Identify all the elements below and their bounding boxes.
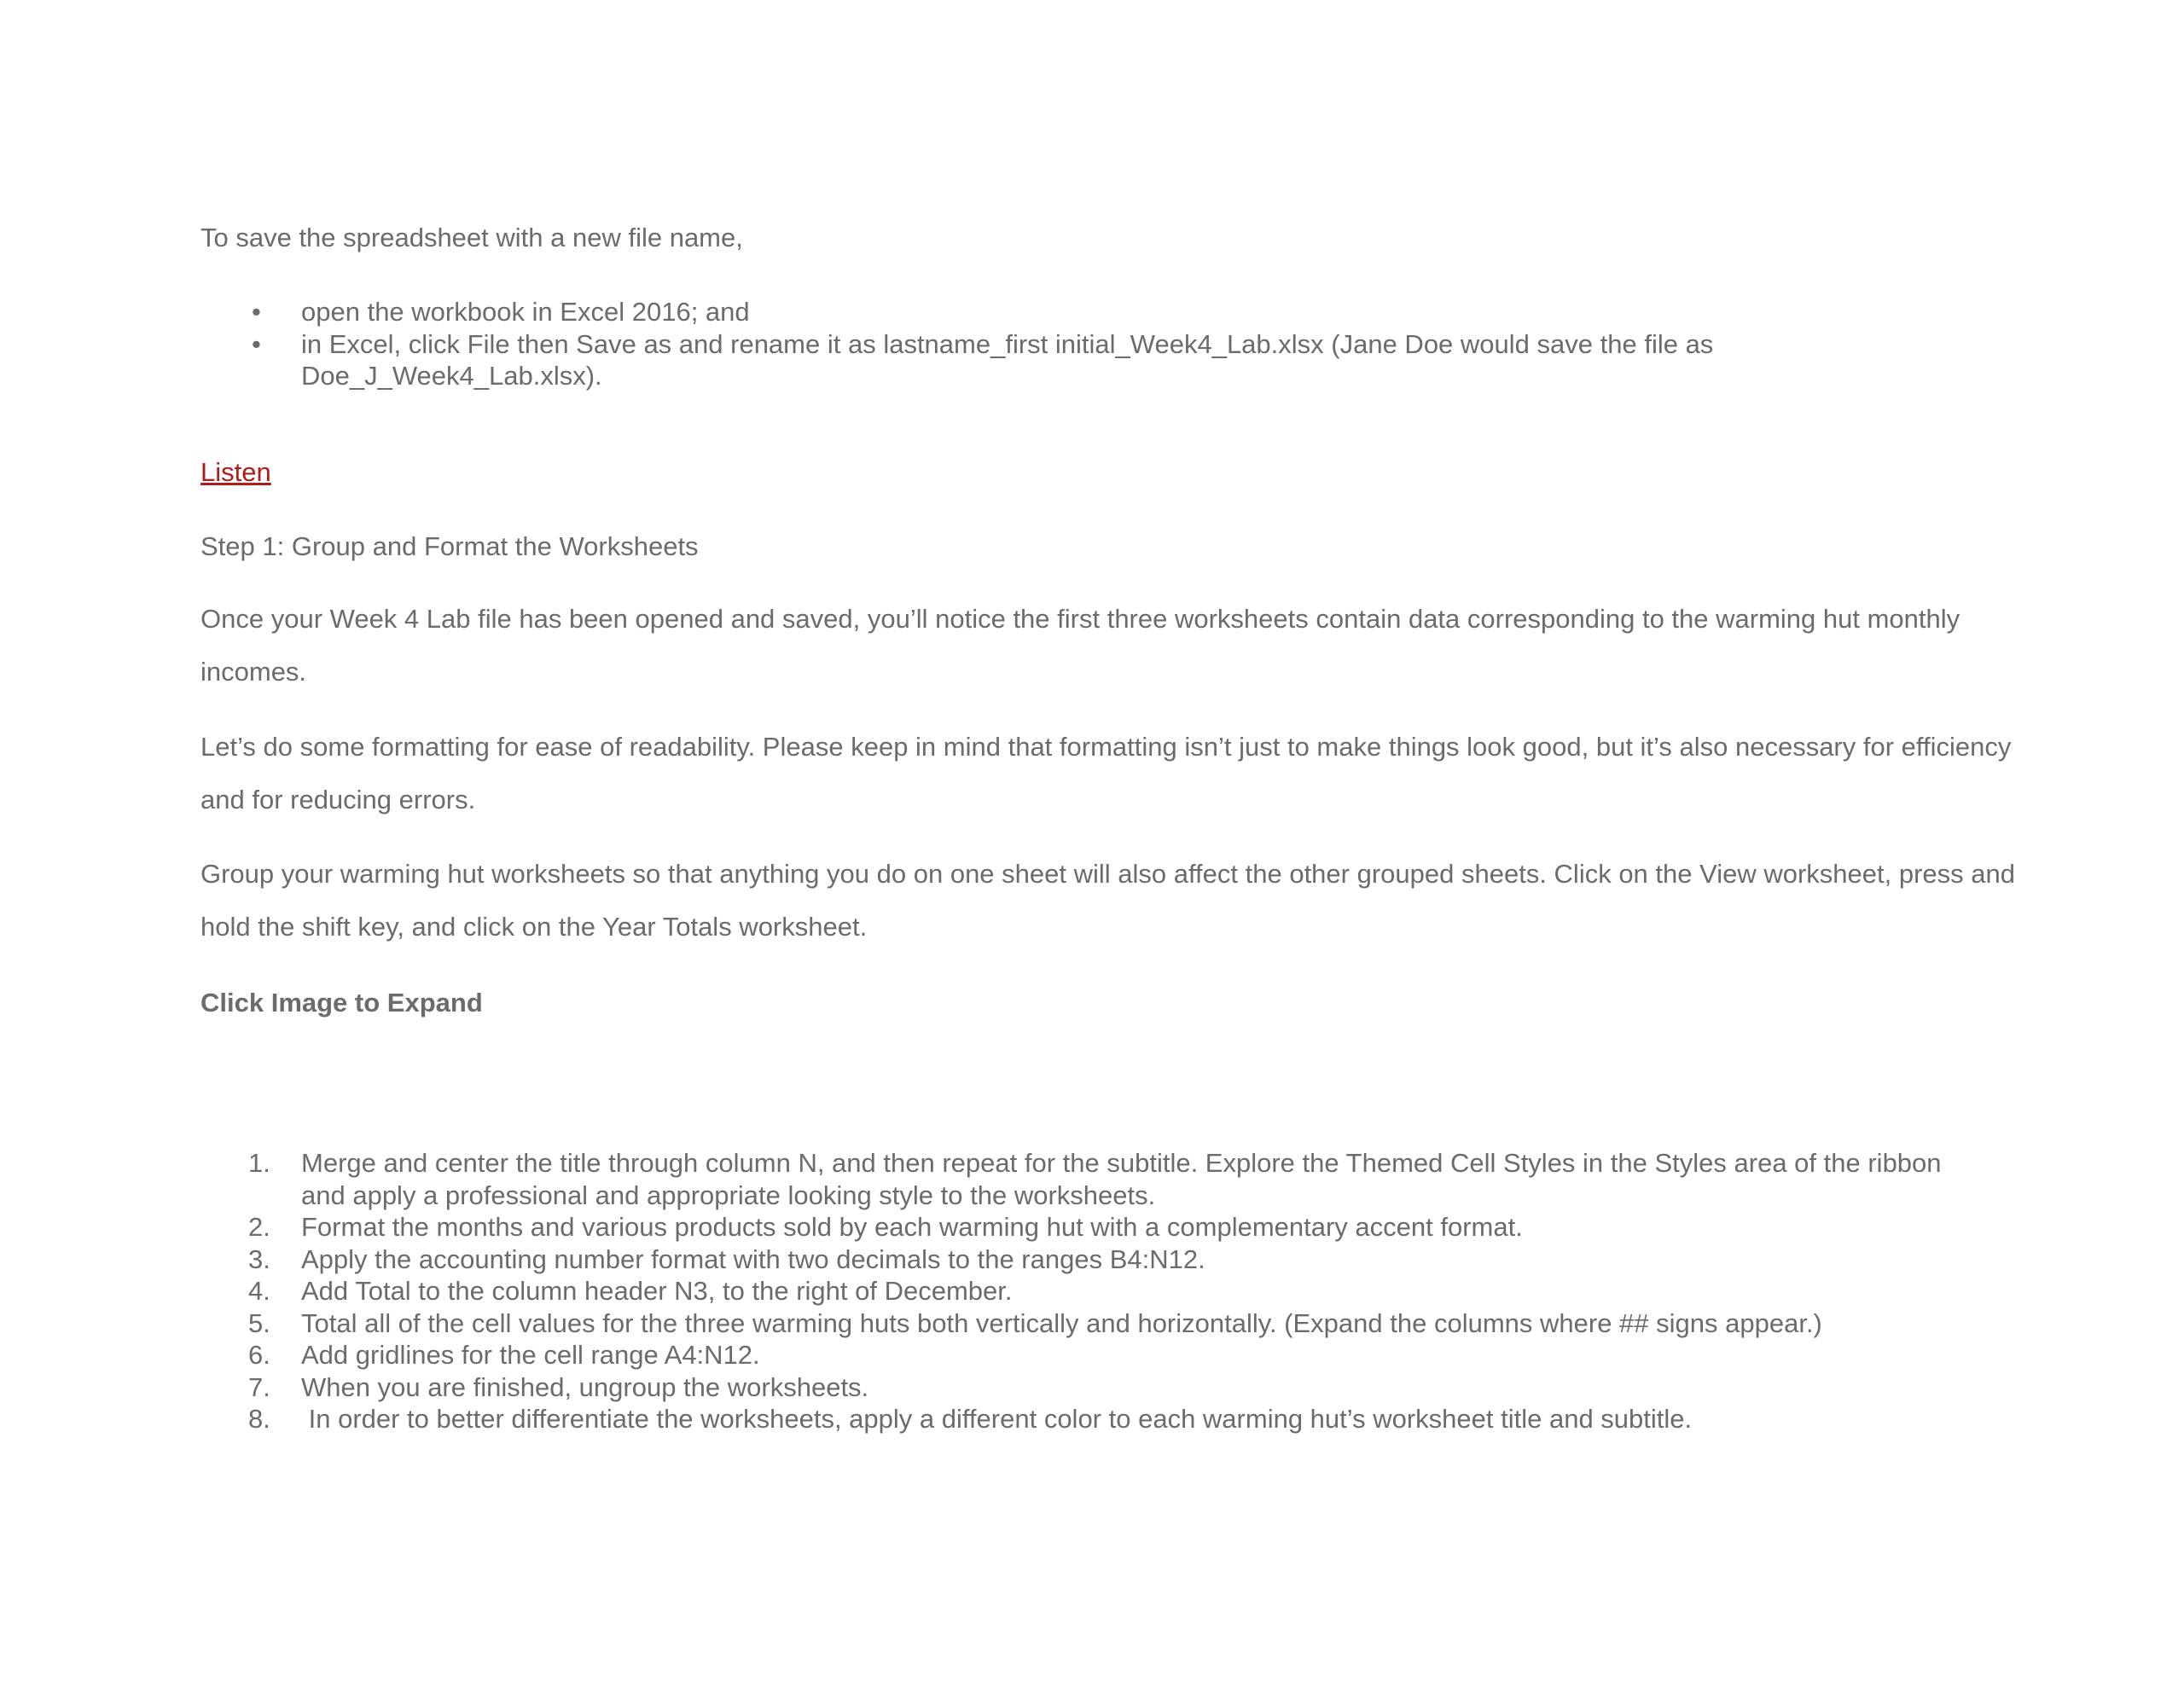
- bullet-text: in Excel, click File then Save as and rename it as lastname_first initial_Week4_Lab.xlsx (Jane Doe would save the file as Doe_J_Week4_Lab.xlsx).: [301, 328, 1714, 391]
- list-item: [200, 1371, 2018, 1404]
- list-item: [200, 328, 2018, 392]
- list-item: [200, 1275, 2018, 1307]
- save-instructions-list: [200, 296, 2018, 392]
- paragraph-group-worksheets: Group your warming hut worksheets so that anything you do on one sheet will also affect the other grouped sheets. Click on the View worksheet, press and hold the shift key, and click on the Year Totals worksheet.: [200, 859, 2016, 942]
- step-text: Format the months and various products sold by each warming hut with a complementary accent format.: [301, 1212, 1523, 1242]
- paragraph-opened-saved: Once your Week 4 Lab file has been opened and saved, you’ll notice the first three worksheets contain data corresponding to the warming hut monthly incomes.: [200, 604, 1960, 687]
- step-number: 5.: [248, 1307, 270, 1338]
- list-item: [200, 1244, 2018, 1276]
- step-number: 2.: [248, 1212, 270, 1242]
- step-text: Add gridlines for the cell range A4:N12.: [301, 1340, 760, 1370]
- bullet-icon: •: [252, 328, 261, 359]
- step-number: 6.: [248, 1340, 270, 1370]
- steps-list: [200, 1147, 2018, 1435]
- bullet-text: open the workbook in Excel 2016; and: [301, 297, 750, 327]
- list-item: [200, 1147, 2018, 1211]
- step-text: Add Total to the column header N3, to the right of December.: [301, 1276, 1013, 1306]
- list-item: [200, 1307, 2018, 1340]
- intro-line: To save the spreadsheet with a new file name,: [200, 223, 743, 252]
- step-text: Total all of the cell values for the three warming huts both vertically and horizontally. (Expand the columns where ## signs appear.): [301, 1307, 1822, 1338]
- step-text: Merge and center the title through column N, and then repeat for the subtitle. Explore the Themed Cell Styles in the Styles area of the ribbon and apply a professional and appropriate looking style to the worksheets.: [301, 1148, 1942, 1210]
- step-number: 1.: [248, 1148, 270, 1178]
- list-item: [200, 1403, 2018, 1435]
- step-text: Apply the accounting number format with two decimals to the ranges B4:N12.: [301, 1244, 1205, 1274]
- step-number: 3.: [248, 1244, 270, 1274]
- list-item: [200, 1339, 2018, 1371]
- step-text: In order to better differentiate the worksheets, apply a different color to each warming hut’s worksheet title and subtitle.: [301, 1404, 1693, 1434]
- bullet-icon: •: [252, 297, 261, 327]
- list-item: [200, 1211, 2018, 1244]
- paragraph-formatting: Let’s do some formatting for ease of readability. Please keep in mind that formatting isn’t just to make things look good, but it’s also necessary for efficiency and for reducing errors.: [200, 732, 2012, 815]
- list-item: [200, 296, 2018, 328]
- listen-link[interactable]: Listen: [200, 457, 271, 487]
- step-text: When you are finished, ungroup the worksheets.: [301, 1371, 869, 1402]
- step-number: 7.: [248, 1371, 270, 1402]
- step-number: 8.: [248, 1404, 270, 1434]
- click-image-label[interactable]: Click Image to Expand: [200, 988, 483, 1017]
- step-heading: Step 1: Group and Format the Worksheets: [200, 531, 699, 561]
- step-number: 4.: [248, 1276, 270, 1306]
